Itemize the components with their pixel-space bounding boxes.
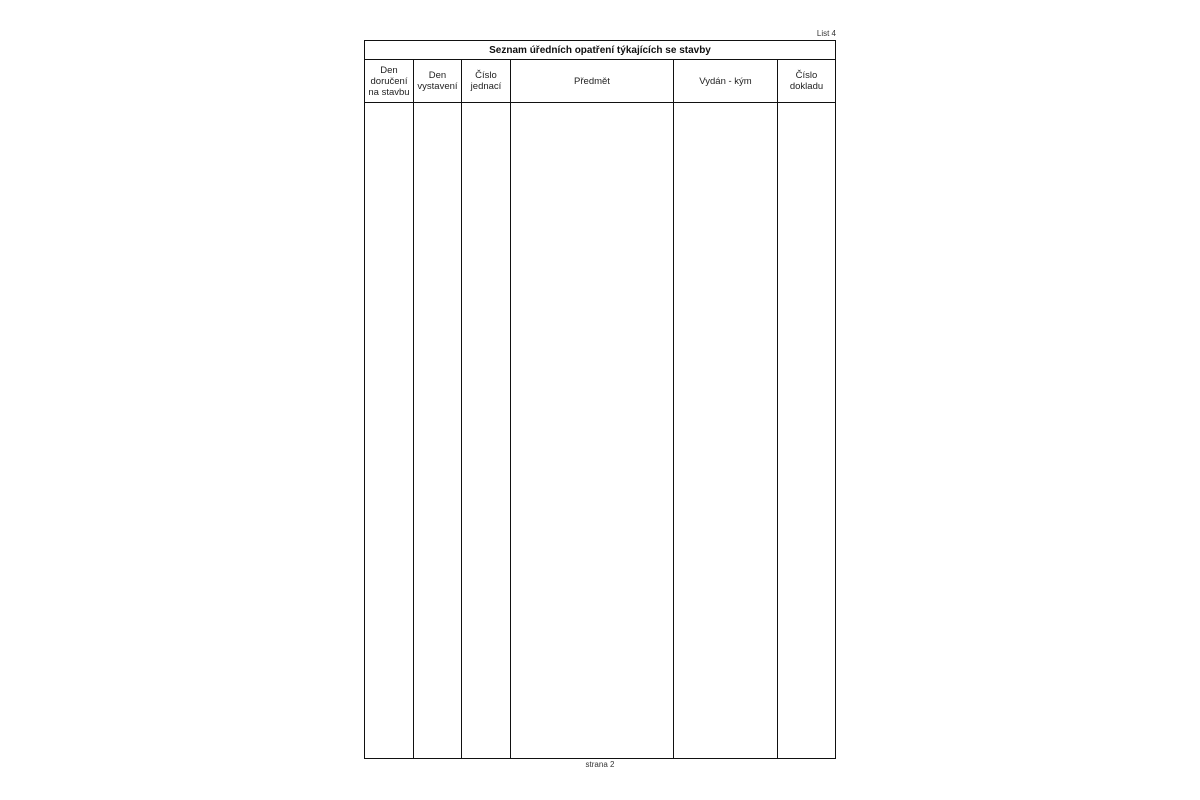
header-subject <box>511 60 673 102</box>
header-issue-date-label: Den vystavení <box>417 70 458 92</box>
header-reference-number <box>462 60 510 102</box>
header-document-number <box>778 60 835 102</box>
header-row <box>365 60 835 103</box>
column-divider <box>777 60 778 758</box>
header-issue-date <box>414 60 461 102</box>
page-number: strana 2 <box>585 760 615 769</box>
header-subject-label: Předmět <box>574 75 610 87</box>
column-divider <box>673 60 674 758</box>
header-delivery-date-label: Den doručení na stavbu <box>368 64 410 98</box>
header-reference-number-label: Číslo jednací <box>470 70 502 92</box>
sheet-label: List 4 <box>816 29 836 38</box>
form-table <box>364 40 836 759</box>
column-divider <box>461 60 462 758</box>
table-title: Seznam úředních opatření týkajících se stavby <box>365 41 835 60</box>
header-delivery-date <box>365 60 413 102</box>
column-divider <box>413 60 414 758</box>
header-document-number-label: Číslo dokladu <box>789 70 824 92</box>
header-issued-by-label: Vydán - kým <box>699 75 752 87</box>
column-divider <box>510 60 511 758</box>
header-issued-by <box>674 60 777 102</box>
